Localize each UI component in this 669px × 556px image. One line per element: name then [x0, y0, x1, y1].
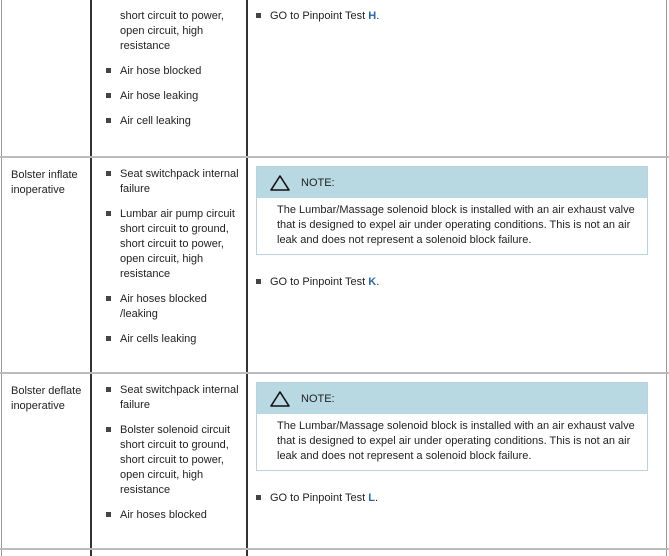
table-row [0, 158, 669, 372]
square-bullet-icon [106, 512, 111, 517]
cause-text: Air hoses blocked /leaking [120, 293, 207, 320]
list-item [256, 275, 648, 290]
note-title: NOTE: [301, 176, 335, 189]
list-item [106, 383, 242, 413]
list-item [106, 332, 242, 347]
cause-text: Bolster solenoid circuit short circuit to ground, short circuit to power, open circuit, high resistance [120, 424, 231, 496]
list-item [106, 64, 242, 79]
list-item [106, 292, 242, 322]
pinpoint-test-link[interactable]: K [368, 276, 377, 288]
pinpoint-test-link[interactable]: H [368, 10, 377, 22]
square-bullet-icon [106, 211, 111, 216]
pinpoint-test-link[interactable]: L [368, 492, 375, 504]
note-header [257, 383, 647, 414]
cause-text: Lumbar air pump circuit short circuit to ground, short circuit to power, open circuit, high resistance [120, 208, 235, 280]
causes-cell [106, 9, 242, 139]
action-text: GO to Pinpoint Test [270, 492, 369, 504]
list-item [256, 9, 648, 24]
cause-text: Air hose leaking [120, 90, 199, 102]
table-row [0, 0, 669, 156]
cause-text: Air hoses blocked [120, 509, 207, 521]
action-cell [256, 158, 648, 300]
action-text: GO to Pinpoint Test [270, 10, 369, 22]
symptom-cell [11, 0, 87, 10]
note-header [257, 167, 647, 198]
list-item [106, 423, 242, 498]
square-bullet-icon [106, 171, 111, 176]
cause-text: Seat switchpack internal failure [120, 168, 239, 195]
square-bullet-icon [106, 68, 111, 73]
square-bullet-icon [256, 13, 261, 18]
square-bullet-icon [106, 387, 111, 392]
action-cell [256, 374, 648, 516]
list-item [106, 114, 242, 129]
action-cell [256, 9, 648, 34]
action-text: GO to Pinpoint Test [270, 276, 369, 288]
square-bullet-icon [106, 118, 111, 123]
list-item [106, 89, 242, 104]
note-title: NOTE: [301, 392, 335, 405]
note-box [256, 166, 648, 255]
symptom-cell: Bolster deflate inoperative [11, 385, 82, 412]
symptom-cell: Bolster inflate inoperative [11, 169, 78, 196]
warning-triangle-icon [269, 390, 291, 408]
note-box [256, 382, 648, 471]
square-bullet-icon [106, 93, 111, 98]
cause-text: short circuit to power, open circuit, high resistance [120, 10, 224, 52]
cause-text: Seat switchpack internal failure [120, 384, 239, 411]
square-bullet-icon [256, 495, 261, 500]
note-text: The Lumbar/Massage solenoid block is installed with an air exhaust valve that is designed to expel air under operating conditions. This is not an air leak and does not represent a solenoid block failure. [277, 204, 635, 246]
action-suffix: . [376, 10, 380, 22]
action-suffix: . [374, 492, 379, 504]
table-row [0, 374, 669, 548]
cause-text: Air hose blocked [120, 65, 202, 77]
warning-triangle-icon [269, 174, 291, 192]
causes-cell [106, 167, 242, 357]
square-bullet-icon [106, 427, 111, 432]
cause-text: Air cells leaking [120, 333, 197, 345]
note-text: The Lumbar/Massage solenoid block is installed with an air exhaust valve that is designed to expel air under operating conditions. This is not an air leak and does not represent a solenoid block failure. [277, 420, 635, 462]
action-suffix: . [376, 276, 380, 288]
square-bullet-icon [106, 336, 111, 341]
list-item [106, 508, 242, 523]
causes-cell [106, 383, 242, 533]
cause-text: Air cell leaking [120, 115, 191, 127]
row-divider [0, 548, 669, 550]
square-bullet-icon [256, 279, 261, 284]
list-item [256, 491, 648, 506]
list-item [106, 9, 242, 54]
list-item [106, 207, 242, 282]
square-bullet-icon [106, 296, 111, 301]
list-item [106, 167, 242, 197]
